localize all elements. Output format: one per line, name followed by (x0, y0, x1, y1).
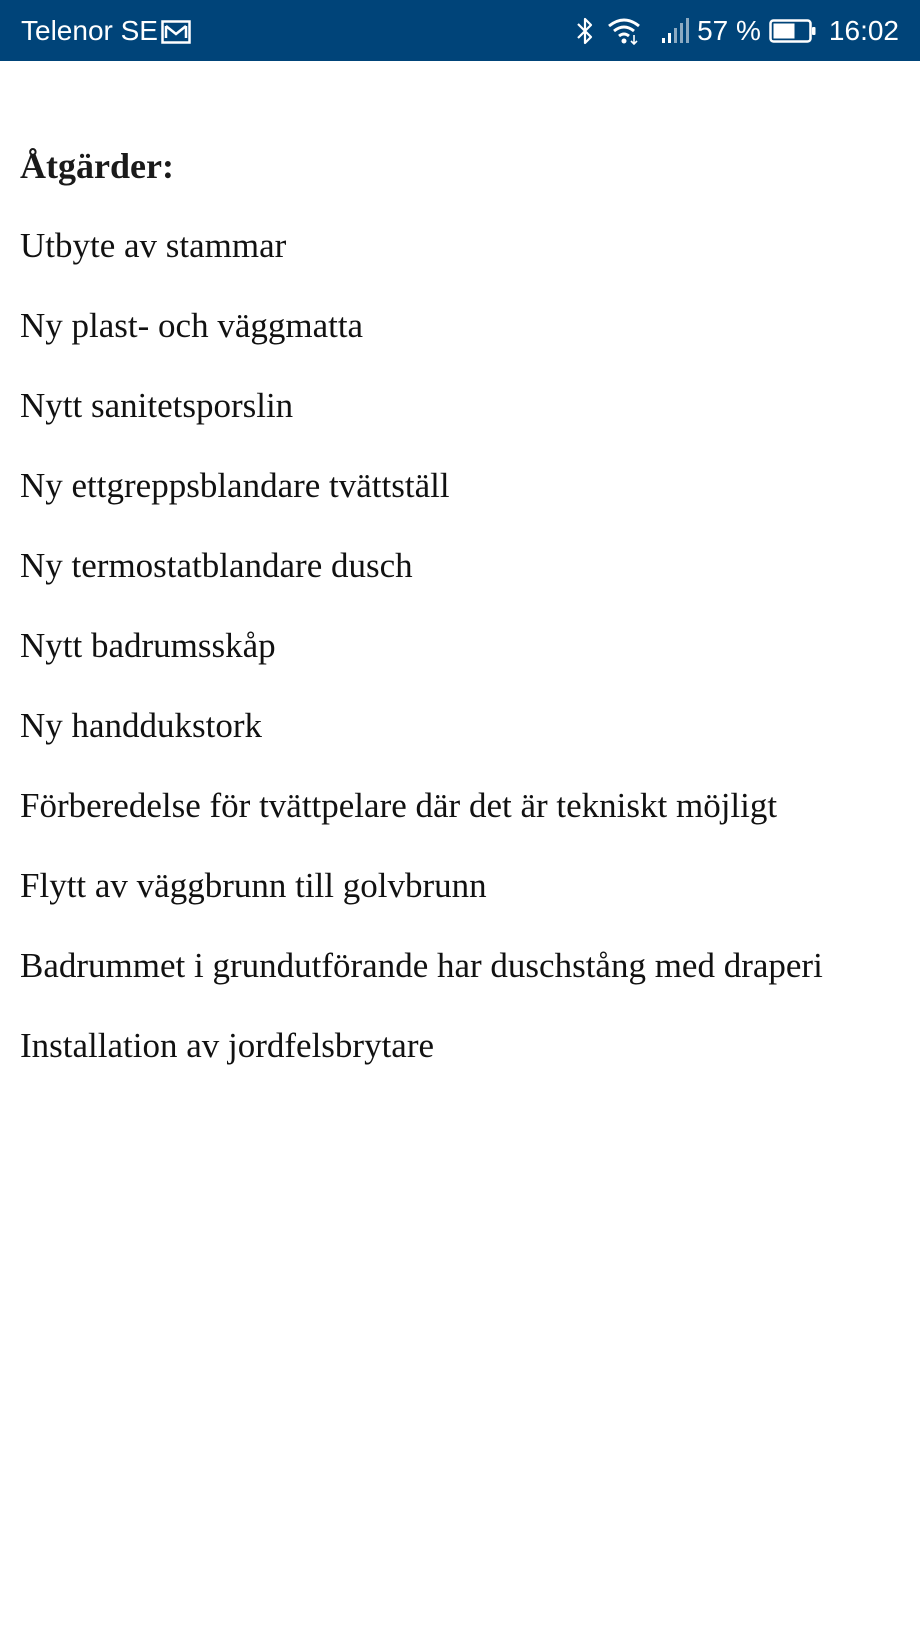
document-content (20, 138, 910, 1098)
list-item: Badrummet i grundutförande har duschstång med draperi (20, 946, 823, 985)
list-item: Ny ettgreppsblandare tvättställ (20, 466, 450, 505)
status-right (575, 0, 899, 61)
wifi-icon (607, 17, 641, 45)
bluetooth-icon (575, 16, 595, 46)
list-item: Ny termostatblandare dusch (20, 546, 413, 585)
status-left (21, 0, 191, 61)
list-item: Nytt badrumsskåp (20, 626, 276, 665)
section-heading: Åtgärder: (20, 146, 174, 186)
list-item: Installation av jordfelsbrytare (20, 1026, 435, 1065)
action-list (20, 218, 910, 1074)
list-item: Utbyte av stammar (20, 226, 287, 265)
clock: 16:02 (828, 14, 899, 46)
signal-icon (661, 18, 691, 44)
list-item: Nytt sanitetsporslin (20, 386, 294, 425)
list-item: Flytt av väggbrunn till golvbrunn (20, 866, 487, 905)
battery-percent: 57 % (697, 14, 761, 46)
list-item: Ny handdukstork (20, 706, 263, 745)
status-bar (0, 0, 920, 61)
carrier-name: Telenor SE (21, 14, 158, 46)
list-item: Förberedelse för tvättpelare där det är tekniskt möjligt (20, 786, 778, 825)
battery-icon (769, 19, 817, 43)
list-item: Ny plast- och väggmatta (20, 306, 364, 345)
mail-icon (161, 19, 191, 43)
